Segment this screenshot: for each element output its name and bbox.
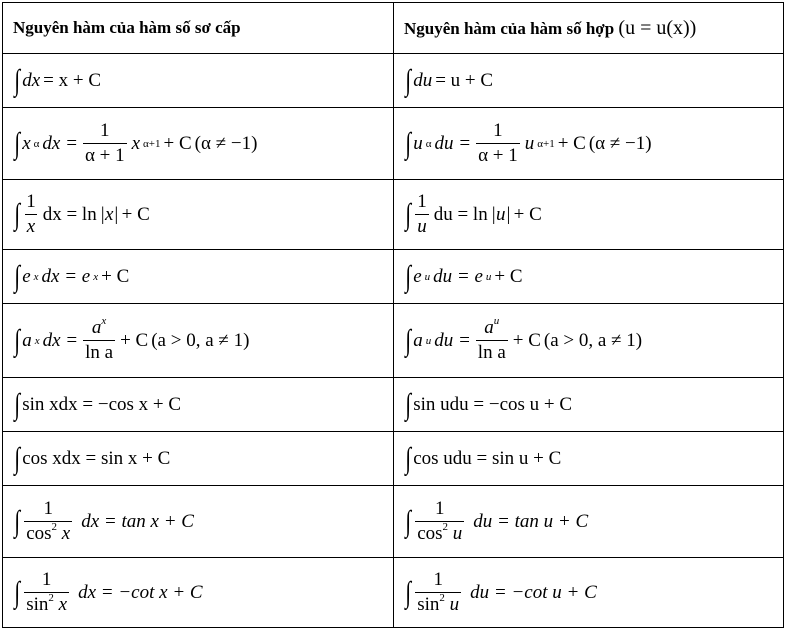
- condition: (α ≠ −1): [194, 133, 258, 154]
- numerator: 1: [26, 191, 36, 213]
- formula-cell: ∫ a u du = $\frac{a^u}{\text{ln a}}$ + C (a > 0, a ≠ 1): [394, 304, 784, 378]
- fraction: [24, 570, 69, 615]
- integral-sign-icon: ∫: [14, 126, 20, 160]
- integral-sign-icon: ∫: [405, 387, 411, 421]
- fraction: [476, 121, 520, 166]
- formula-cell: [3, 558, 394, 628]
- numerator: 1: [435, 498, 445, 520]
- power-base: u: [524, 133, 535, 154]
- constant: + C: [163, 133, 192, 154]
- denominator-function: sin: [26, 594, 49, 615]
- condition: (a > 0, a ≠ 1): [151, 330, 250, 351]
- integral-sign-icon: ∫: [405, 197, 411, 231]
- differential: dx =: [42, 133, 78, 154]
- formula-cell: [3, 378, 394, 432]
- table-row: [3, 558, 784, 628]
- integrand: dx: [22, 70, 41, 91]
- header-composite-text: Nguyên hàm của hàm số hợp: [404, 18, 615, 38]
- constant: + C: [512, 330, 541, 351]
- integral-sign-icon: ∫: [14, 259, 20, 293]
- denominator-variable: x: [58, 594, 68, 615]
- result: dx = tan x + C: [81, 511, 194, 532]
- header-composite-condition: (u = u(x)): [618, 16, 697, 39]
- table-row: [3, 180, 784, 250]
- numerator-exponent: x: [101, 315, 107, 328]
- fraction: [83, 315, 115, 363]
- integral-sign-icon: ∫: [14, 387, 20, 421]
- result: du = −cot u + C: [470, 582, 597, 603]
- integral-sign-icon: ∫: [14, 441, 20, 475]
- header-row: [3, 3, 784, 54]
- differential: du =: [434, 330, 471, 351]
- denominator: x: [26, 216, 36, 237]
- differential: dx =: [42, 330, 79, 351]
- formula-cell: [394, 486, 784, 558]
- integral-sign-icon: ∫: [14, 575, 20, 609]
- base: a: [413, 330, 423, 351]
- integral-sign-icon: ∫: [405, 323, 411, 357]
- header-elementary-text: Nguyên hàm của hàm số sơ cấp: [13, 18, 241, 37]
- numerator-base: a: [484, 317, 494, 339]
- table-row: [3, 378, 784, 432]
- fraction: [476, 315, 508, 363]
- formula-cell: ∫ x α dx = $\frac{1}{\alpha + 1}$ x α+1 + C (α ≠ −1): [3, 108, 394, 180]
- formula-text: cos udu = sin u + C: [413, 448, 562, 469]
- formula-cell: [3, 180, 394, 250]
- absolute-value: |x|: [99, 204, 119, 225]
- integral-sign-icon: ∫: [405, 575, 411, 609]
- table-row: [3, 108, 784, 180]
- condition: (α ≠ −1): [588, 133, 652, 154]
- formula-cell: [394, 432, 784, 486]
- header-elementary: [3, 3, 394, 54]
- result: = x + C: [43, 70, 102, 91]
- denominator-exponent: 2: [51, 521, 58, 533]
- formula-cell: [3, 486, 394, 558]
- differential: du =: [434, 133, 472, 154]
- table-row: [3, 432, 784, 486]
- denominator-exponent: 2: [442, 521, 449, 533]
- result: dx = −cot x + C: [78, 582, 203, 603]
- integral-sign-icon: ∫: [14, 63, 20, 97]
- antiderivative-table: [2, 2, 784, 628]
- base: u: [413, 133, 423, 154]
- result: dx = ln: [42, 204, 97, 225]
- table-row: [3, 304, 784, 378]
- formula-cell: ∫ e u du = e u + C: [394, 250, 784, 304]
- constant: + C: [101, 266, 130, 287]
- fraction: [415, 499, 464, 544]
- table-row: [3, 54, 784, 108]
- formula-cell: ∫ u α du = $\frac{1}{\alpha + 1}$ u α+1 + C (α ≠ −1): [394, 108, 784, 180]
- formula-cell: ∫ a x dx = $\frac{a^x}{\text{ln a}}$ + C (a > 0, a ≠ 1): [3, 304, 394, 378]
- denominator-exponent: 2: [439, 592, 445, 604]
- fraction: [24, 499, 72, 544]
- integral-sign-icon: ∫: [14, 197, 20, 231]
- result: = u + C: [435, 70, 494, 91]
- formula-cell: [394, 180, 784, 250]
- absolute-value: |u|: [490, 204, 511, 225]
- result: du = tan u + C: [473, 511, 589, 532]
- power-base: x: [131, 133, 141, 154]
- base: e: [413, 266, 422, 287]
- numerator: 1: [43, 498, 53, 520]
- formula-text: sin xdx = −cos x + C: [22, 394, 182, 415]
- base: e: [22, 266, 31, 287]
- base: x: [22, 133, 31, 154]
- formula-cell: [3, 432, 394, 486]
- numerator: 1: [41, 569, 52, 591]
- formula-cell: [3, 54, 394, 108]
- fraction: [415, 570, 461, 615]
- constant: + C: [557, 133, 586, 154]
- denominator-exponent: 2: [48, 592, 54, 604]
- condition: (a > 0, a ≠ 1): [543, 330, 643, 351]
- integrand: du: [413, 70, 433, 91]
- numerator: 1: [417, 191, 427, 213]
- constant: + C: [121, 204, 150, 225]
- differential: dx = e: [41, 266, 91, 287]
- denominator-variable: u: [449, 594, 460, 615]
- numerator: 1: [100, 120, 110, 142]
- denominator: u: [417, 216, 427, 237]
- table-row: [3, 250, 784, 304]
- denominator-variable: x: [61, 523, 71, 544]
- formula-cell: ∫ e x dx = e x + C: [3, 250, 394, 304]
- constant: + C: [513, 204, 542, 225]
- denominator: ln a: [477, 342, 506, 363]
- integral-sign-icon: ∫: [405, 504, 411, 538]
- result: du = ln: [433, 204, 488, 225]
- numerator: 1: [493, 120, 503, 142]
- integral-sign-icon: ∫: [405, 63, 411, 97]
- integral-sign-icon: ∫: [14, 504, 20, 538]
- formula-cell: [394, 378, 784, 432]
- fraction: [24, 192, 38, 237]
- fraction: [83, 121, 127, 166]
- integral-sign-icon: ∫: [14, 323, 20, 357]
- formula-cell: [394, 54, 784, 108]
- denominator: α + 1: [84, 145, 125, 166]
- denominator-function: sin: [417, 594, 440, 615]
- numerator: 1: [433, 569, 443, 591]
- numerator-base: a: [91, 317, 102, 339]
- denominator-variable: u: [452, 523, 463, 544]
- header-composite: [394, 3, 784, 54]
- formula-cell: [394, 558, 784, 628]
- denominator-function: cos: [26, 523, 52, 544]
- integral-sign-icon: ∫: [405, 126, 411, 160]
- integral-sign-icon: ∫: [405, 441, 411, 475]
- denominator: ln a: [85, 342, 114, 363]
- base: a: [22, 330, 32, 351]
- numerator-exponent: u: [493, 315, 500, 328]
- constant: + C: [494, 266, 523, 287]
- denominator-function: cos: [417, 523, 443, 544]
- fraction: [415, 192, 429, 237]
- integral-sign-icon: ∫: [405, 259, 411, 293]
- differential: du = e: [433, 266, 483, 287]
- denominator: α + 1: [478, 145, 518, 166]
- formula-text: cos xdx = sin x + C: [22, 448, 171, 469]
- formula-text: sin udu = −cos u + C: [413, 394, 573, 415]
- constant: + C: [120, 330, 149, 351]
- table-row: [3, 486, 784, 558]
